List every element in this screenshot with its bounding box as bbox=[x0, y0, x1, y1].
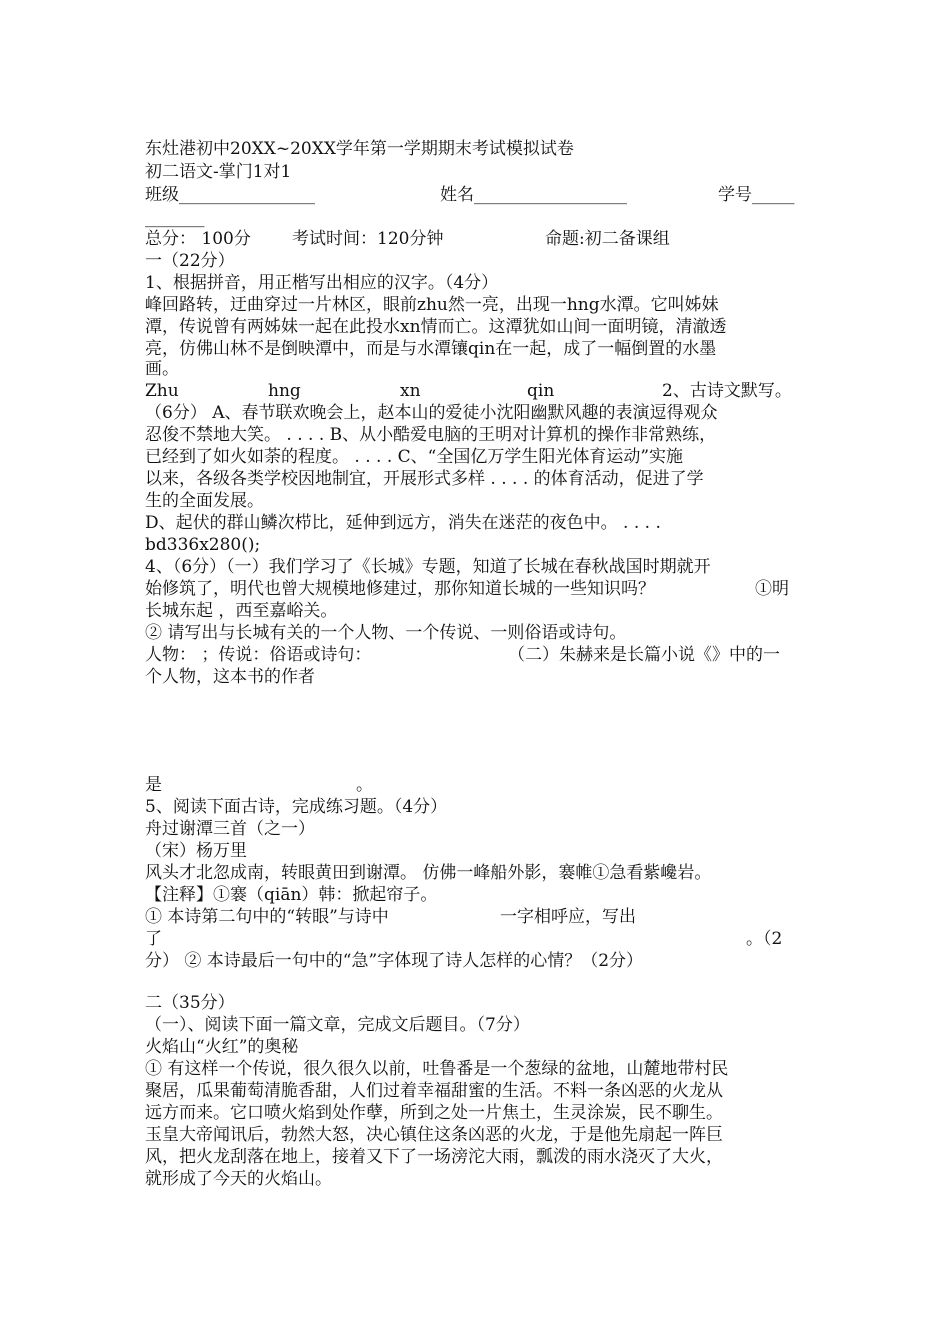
q5-score: 。（2 bbox=[746, 929, 783, 949]
exam-author: 命题:初二备课组 bbox=[545, 229, 670, 249]
article-line: 风，把火龙刮落在地上，接着又下了一场滂沱大雨，瓢泼的雨水浇灭了大火， bbox=[145, 1147, 723, 1167]
q4-answer-start: 是 bbox=[145, 775, 162, 795]
poem-text: 风头才北忽成南，转眼黄田到谢潭。 仿佛一峰船外影，褰帷①急看紫巉岩。 bbox=[145, 863, 712, 883]
article-line: ① 有这样一个传说，很久很久以前，吐鲁番是一个葱绿的盆地，山麓地带村民 bbox=[145, 1059, 729, 1079]
q1-text-line: 亮，仿佛山林不是倒映潭中，而是与水潭镶qin在一起，成了一幅倒置的水墨 bbox=[145, 339, 717, 359]
q1-text-line: 潭，传说曾有两姊妹一起在此投水xn情而亡。这潭犹如山间一面明镜，清澈透 bbox=[145, 317, 727, 337]
poem-note: 【注释】①褰（qiān）韩：掀起帘子。 bbox=[145, 885, 438, 905]
q1-text-line: 画。 bbox=[145, 359, 179, 379]
part1-heading: 一（22分） bbox=[145, 251, 235, 271]
q5-sub1-cont: 一字相呼应，写出 bbox=[500, 907, 636, 927]
q2-text-line: 生的全面发展。 bbox=[145, 491, 264, 511]
pinyin-label: hng bbox=[268, 381, 301, 401]
q4-marker: ①明 bbox=[755, 579, 789, 599]
q4-text-line: 个人物，这本书的作者 bbox=[145, 667, 315, 687]
q2-text-line: D、起伏的群山鳞次栉比，延伸到远方，消失在迷茫的夜色中。 . . . . bbox=[145, 513, 661, 533]
pinyin-label: Zhu bbox=[145, 381, 179, 401]
q4-text-line: 始修筑了，明代也曾大规模地修建过，那你知道长城的一些知识吗？ bbox=[145, 579, 655, 599]
pinyin-label: qin bbox=[527, 381, 555, 401]
section-title: （一）、阅读下面一篇文章，完成文后题目。（7分） bbox=[145, 1015, 530, 1035]
q2-text-line: bd336x280(); bbox=[145, 535, 261, 555]
q1-title: 1、根据拼音，用正楷写出相应的汉字。（4分） bbox=[145, 273, 499, 293]
class-field: 班级________________ bbox=[145, 185, 315, 205]
q4-part2-text: （二）朱赫来是长篇小说《》中的一 bbox=[508, 645, 780, 665]
q2-text-line: （6分） A、春节联欢晚会上，赵本山的爱徒小沈阳幽默风趣的表演逗得观众 bbox=[145, 403, 718, 423]
q1-text-line: 峰回路转，迂曲穿过一片林区，眼前zhu然一亮，出现一hng水潭。它叫姊妹 bbox=[145, 295, 719, 315]
part2-heading: 二（35分） bbox=[145, 993, 235, 1013]
q4-text-line: 长城东起 ，西至嘉峪关。 bbox=[145, 601, 338, 621]
exam-time: 考试时间：120分钟 bbox=[292, 229, 444, 249]
exam-subtitle: 初二语文-掌门1对1 bbox=[145, 162, 292, 182]
student-id-field: 学号_____ bbox=[718, 185, 795, 205]
q5-sub1-end: 了 bbox=[145, 929, 162, 949]
article-line: 就形成了今天的火焰山。 bbox=[145, 1169, 332, 1189]
q5-sub1: ① 本诗第二句中的“转眼”与诗中 bbox=[145, 907, 389, 927]
q5-title: 5、阅读下面古诗，完成练习题。（4分） bbox=[145, 797, 448, 817]
q4-text-line: 4、（6分）（一）我们学习了《长城》专题，知道了长城在春秋战国时期就开 bbox=[145, 557, 711, 577]
total-score: 总分： 100分 bbox=[145, 229, 251, 249]
poem-author: （宋）杨万里 bbox=[145, 841, 247, 861]
exam-title: 东灶港初中20XX~20XX学年第一学期期末考试模拟试卷 bbox=[145, 139, 574, 159]
q2-text-line: 已经到了如火如荼的程度。 . . . . C、“全国亿万学生阳光体育运动”实施 bbox=[145, 447, 684, 467]
q4-answer-end: 。 bbox=[356, 775, 373, 795]
q4-text-line: ② 请写出与长城有关的一个人物、一个传说、一则俗语或诗句。 bbox=[145, 623, 627, 643]
article-line: 聚居，瓜果葡萄清脆香甜，人们过着幸福甜蜜的生活。不料一条凶恶的火龙从 bbox=[145, 1081, 723, 1101]
student-id-continuation: _______ bbox=[145, 208, 205, 228]
article-line: 玉皇大帝闻讯后，勃然大怒，决心镇住这条凶恶的火龙，于是他先扇起一阵巨 bbox=[145, 1125, 723, 1145]
article-title: 火焰山“火红”的奥秘 bbox=[145, 1037, 299, 1057]
q2-text-line: 忍俊不禁地大笑。 . . . . B、从小酷爱电脑的王明对计算机的操作非常熟练， bbox=[145, 425, 717, 445]
article-line: 远方而来。它口喷火焰到处作孽，所到之处一片焦土，生灵涂炭，民不聊生。 bbox=[145, 1103, 723, 1123]
name-field: 姓名__________________ bbox=[440, 185, 627, 205]
q5-sub2: 分） ② 本诗最后一句中的“急”字体现了诗人怎样的心情？（2分） bbox=[145, 951, 644, 971]
q2-title: 2、古诗文默写。 bbox=[662, 381, 792, 401]
poem-title: 舟过谢潭三首（之一） bbox=[145, 819, 315, 839]
q2-text-line: 以来，各级各类学校因地制宜，开展形式多样 . . . . 的体育活动，促进了学 bbox=[145, 469, 704, 489]
pinyin-label: xn bbox=[400, 381, 421, 401]
q4-text-line: 人物： ；传说：俗语或诗句： bbox=[145, 645, 372, 665]
